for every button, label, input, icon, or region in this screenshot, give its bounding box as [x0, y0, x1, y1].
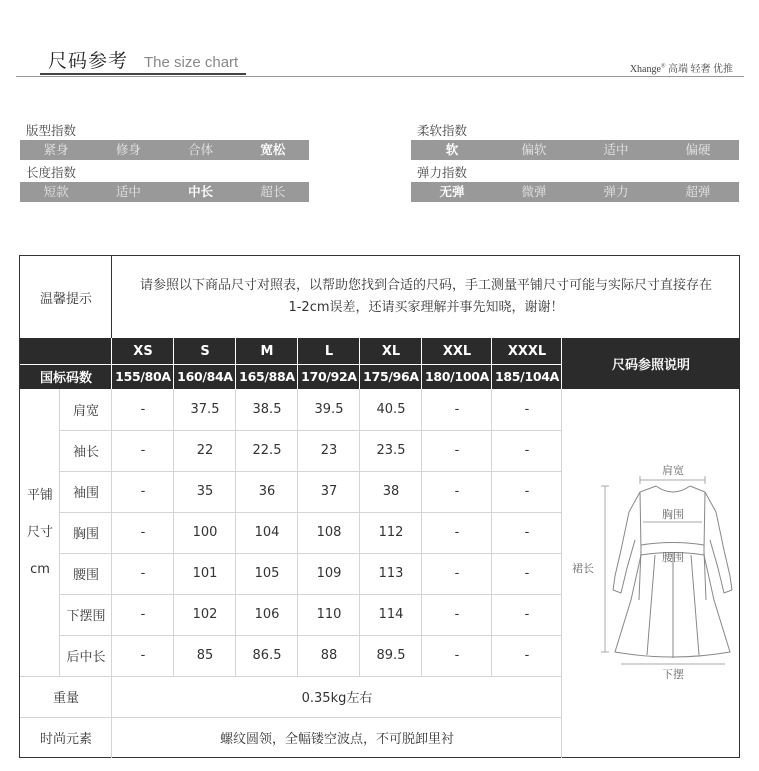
hem-label: 下摆 [662, 668, 684, 681]
measurement-name: 肩宽 [72, 404, 99, 419]
dress-illustration [563, 390, 739, 757]
length-option-3: 超长 [260, 184, 286, 199]
length-index-bar [20, 182, 309, 202]
measurement-value: 85 [196, 648, 214, 663]
measurement-value: 38.5 [252, 402, 282, 417]
measurement-name: 腰围 [72, 568, 99, 583]
measurement-value: 100 [192, 525, 218, 540]
measurement-value: 23 [320, 443, 338, 458]
waist-label: 腰围 [662, 551, 684, 564]
divider [60, 594, 562, 595]
measurement-value: 86.5 [252, 648, 282, 663]
divider [60, 635, 562, 636]
size-header: L [324, 343, 334, 359]
size-chart-table [19, 255, 740, 758]
measurement-value: 114 [378, 607, 404, 622]
fit-index-bar [20, 140, 309, 160]
measurement-value: - [524, 566, 530, 581]
softness-option-0: 软 [445, 142, 459, 157]
softness-index-label: 柔软指数 [417, 123, 468, 138]
length-index-label: 长度指数 [26, 165, 77, 180]
measurement-value: 37 [320, 484, 338, 499]
page-title: 尺码参考 [48, 50, 129, 72]
softness-option-2: 适中 [603, 142, 629, 157]
measurement-value: 23.5 [376, 443, 406, 458]
measurement-name: 后中长 [66, 650, 106, 665]
elasticity-option-0: 无弹 [439, 184, 465, 199]
length-option-2: 中长 [188, 184, 214, 199]
chest-label: 胸围 [662, 508, 684, 521]
divider [173, 389, 174, 676]
softness-option-3: 偏硬 [685, 142, 711, 157]
measurement-value: 22.5 [252, 443, 282, 458]
fit-option-0: 紧身 [43, 142, 69, 157]
dress-length-label: 裙长 [572, 562, 594, 575]
measurement-value: - [140, 484, 146, 499]
softness-index-bar [411, 140, 739, 160]
length-option-1: 适中 [115, 184, 141, 199]
size-header: XL [381, 343, 401, 359]
gb-code: 160/84A [177, 369, 233, 384]
measurement-value: - [454, 443, 460, 458]
notice-text [112, 256, 740, 338]
measurement-value: 37.5 [190, 402, 220, 417]
divider [20, 717, 562, 718]
gb-code: 175/96A [363, 369, 419, 384]
elasticity-option-1: 微弹 [521, 184, 547, 199]
elasticity-index-label: 弹力指数 [417, 165, 468, 180]
measurement-value: - [454, 607, 460, 622]
measurement-value: - [454, 484, 460, 499]
measurement-value: - [454, 525, 460, 540]
measurement-value: 113 [378, 566, 404, 581]
notice-label: 温馨提示 [39, 291, 92, 307]
fit-option-3: 宽松 [260, 142, 286, 157]
divider [20, 676, 562, 677]
measurement-value: - [524, 443, 530, 458]
measurement-value: 39.5 [314, 402, 344, 417]
divider [421, 389, 422, 676]
measurement-value: - [140, 402, 146, 417]
size-header: M [260, 343, 274, 359]
divider [491, 389, 492, 676]
measurement-name: 下摆围 [66, 609, 106, 624]
measurement-value: 88 [320, 648, 338, 663]
measurement-value: - [524, 525, 530, 540]
measurement-value: 105 [254, 566, 280, 581]
measurement-name: 袖围 [72, 486, 99, 501]
group-label-line-1: 平铺 [26, 488, 53, 503]
size-header: S [200, 343, 210, 359]
elasticity-index-bar [411, 182, 739, 202]
title-underline [40, 73, 246, 75]
divider [60, 471, 562, 472]
measurement-value: 36 [258, 484, 276, 499]
notice-text-line-2: 1-2cm误差，还请买家理解并事先知晓，谢谢！ [288, 300, 564, 315]
gb-code: 180/100A [424, 369, 490, 384]
fit-option-2: 合体 [188, 142, 214, 157]
size-reference-label: 尺码参照说明 [611, 358, 690, 373]
divider [111, 676, 112, 758]
measurement-value: 106 [254, 607, 280, 622]
measurement-value: - [524, 648, 530, 663]
measurement-value: - [524, 402, 530, 417]
measurement-value: 110 [316, 607, 342, 622]
measurement-value: - [454, 648, 460, 663]
divider [297, 389, 298, 676]
divider [235, 389, 236, 676]
measurement-value: - [140, 443, 146, 458]
brand-name: Xhange [629, 64, 661, 75]
measurement-value: 112 [378, 525, 404, 540]
measurement-value: 35 [196, 484, 214, 499]
divider [359, 389, 360, 676]
measurement-value: - [140, 607, 146, 622]
divider [60, 512, 562, 513]
shoulder-width-label: 肩宽 [662, 464, 684, 477]
gb-code: 170/92A [301, 369, 357, 384]
gb-code: 155/80A [115, 369, 171, 384]
divider [60, 430, 562, 431]
group-label-line-2: 尺寸 [26, 525, 53, 540]
size-header: XS [133, 343, 153, 359]
softness-option-1: 偏软 [521, 142, 547, 157]
measurement-value: - [140, 566, 146, 581]
page-subtitle: The size chart [144, 54, 239, 71]
divider [111, 389, 112, 676]
measurement-value: - [524, 484, 530, 499]
measurement-value: - [140, 648, 146, 663]
fashion-elements-label: 时尚元素 [39, 732, 92, 747]
divider [60, 553, 562, 554]
fashion-elements-value: 螺纹圆领，全幅镂空波点，不可脱卸里衬 [219, 732, 454, 747]
measurement-value: - [454, 402, 460, 417]
elasticity-option-2: 弹力 [603, 184, 629, 199]
brand-registered-mark: ® [660, 63, 666, 70]
measurement-value: 102 [192, 607, 218, 622]
weight-label: 重量 [52, 691, 79, 706]
measurement-value: 108 [316, 525, 342, 540]
measurement-value: 40.5 [376, 402, 406, 417]
gb-code: 165/88A [239, 369, 295, 384]
size-header: XXL [442, 343, 472, 359]
brand-slogan: 高端 轻奢 优推 [668, 64, 733, 75]
length-option-0: 短款 [43, 184, 69, 199]
elasticity-option-3: 超弹 [685, 184, 711, 199]
fit-option-1: 修身 [115, 142, 141, 157]
measurement-value: - [524, 607, 530, 622]
measurement-value: 22 [196, 443, 214, 458]
size-header: XXXL [507, 343, 547, 359]
header-divider [16, 76, 744, 77]
weight-value: 0.35kg左右 [301, 691, 373, 706]
flat-size-group-label [20, 389, 60, 676]
measurement-value: 38 [382, 484, 400, 499]
group-label-line-3: cm [30, 562, 50, 577]
divider [20, 364, 562, 365]
measurement-value: 89.5 [376, 648, 406, 663]
fit-index-label: 版型指数 [26, 123, 77, 138]
gb-label: 国标码数 [39, 371, 92, 386]
measurement-value: 101 [192, 566, 218, 581]
divider [561, 389, 562, 758]
divider [111, 256, 112, 338]
measurement-name: 袖长 [72, 445, 99, 460]
notice-text-line-1: 请参照以下商品尺寸对照表，以帮助您找到合适的尺码，手工测量平铺尺寸可能与实际尺寸直接存在 [139, 278, 712, 293]
gb-code: 185/104A [494, 369, 560, 384]
measurement-value: 104 [254, 525, 280, 540]
measurement-value: - [454, 566, 460, 581]
measurement-value: - [140, 525, 146, 540]
measurement-name: 胸围 [72, 527, 99, 542]
brand-tagline [630, 60, 733, 75]
measurement-value: 109 [316, 566, 342, 581]
